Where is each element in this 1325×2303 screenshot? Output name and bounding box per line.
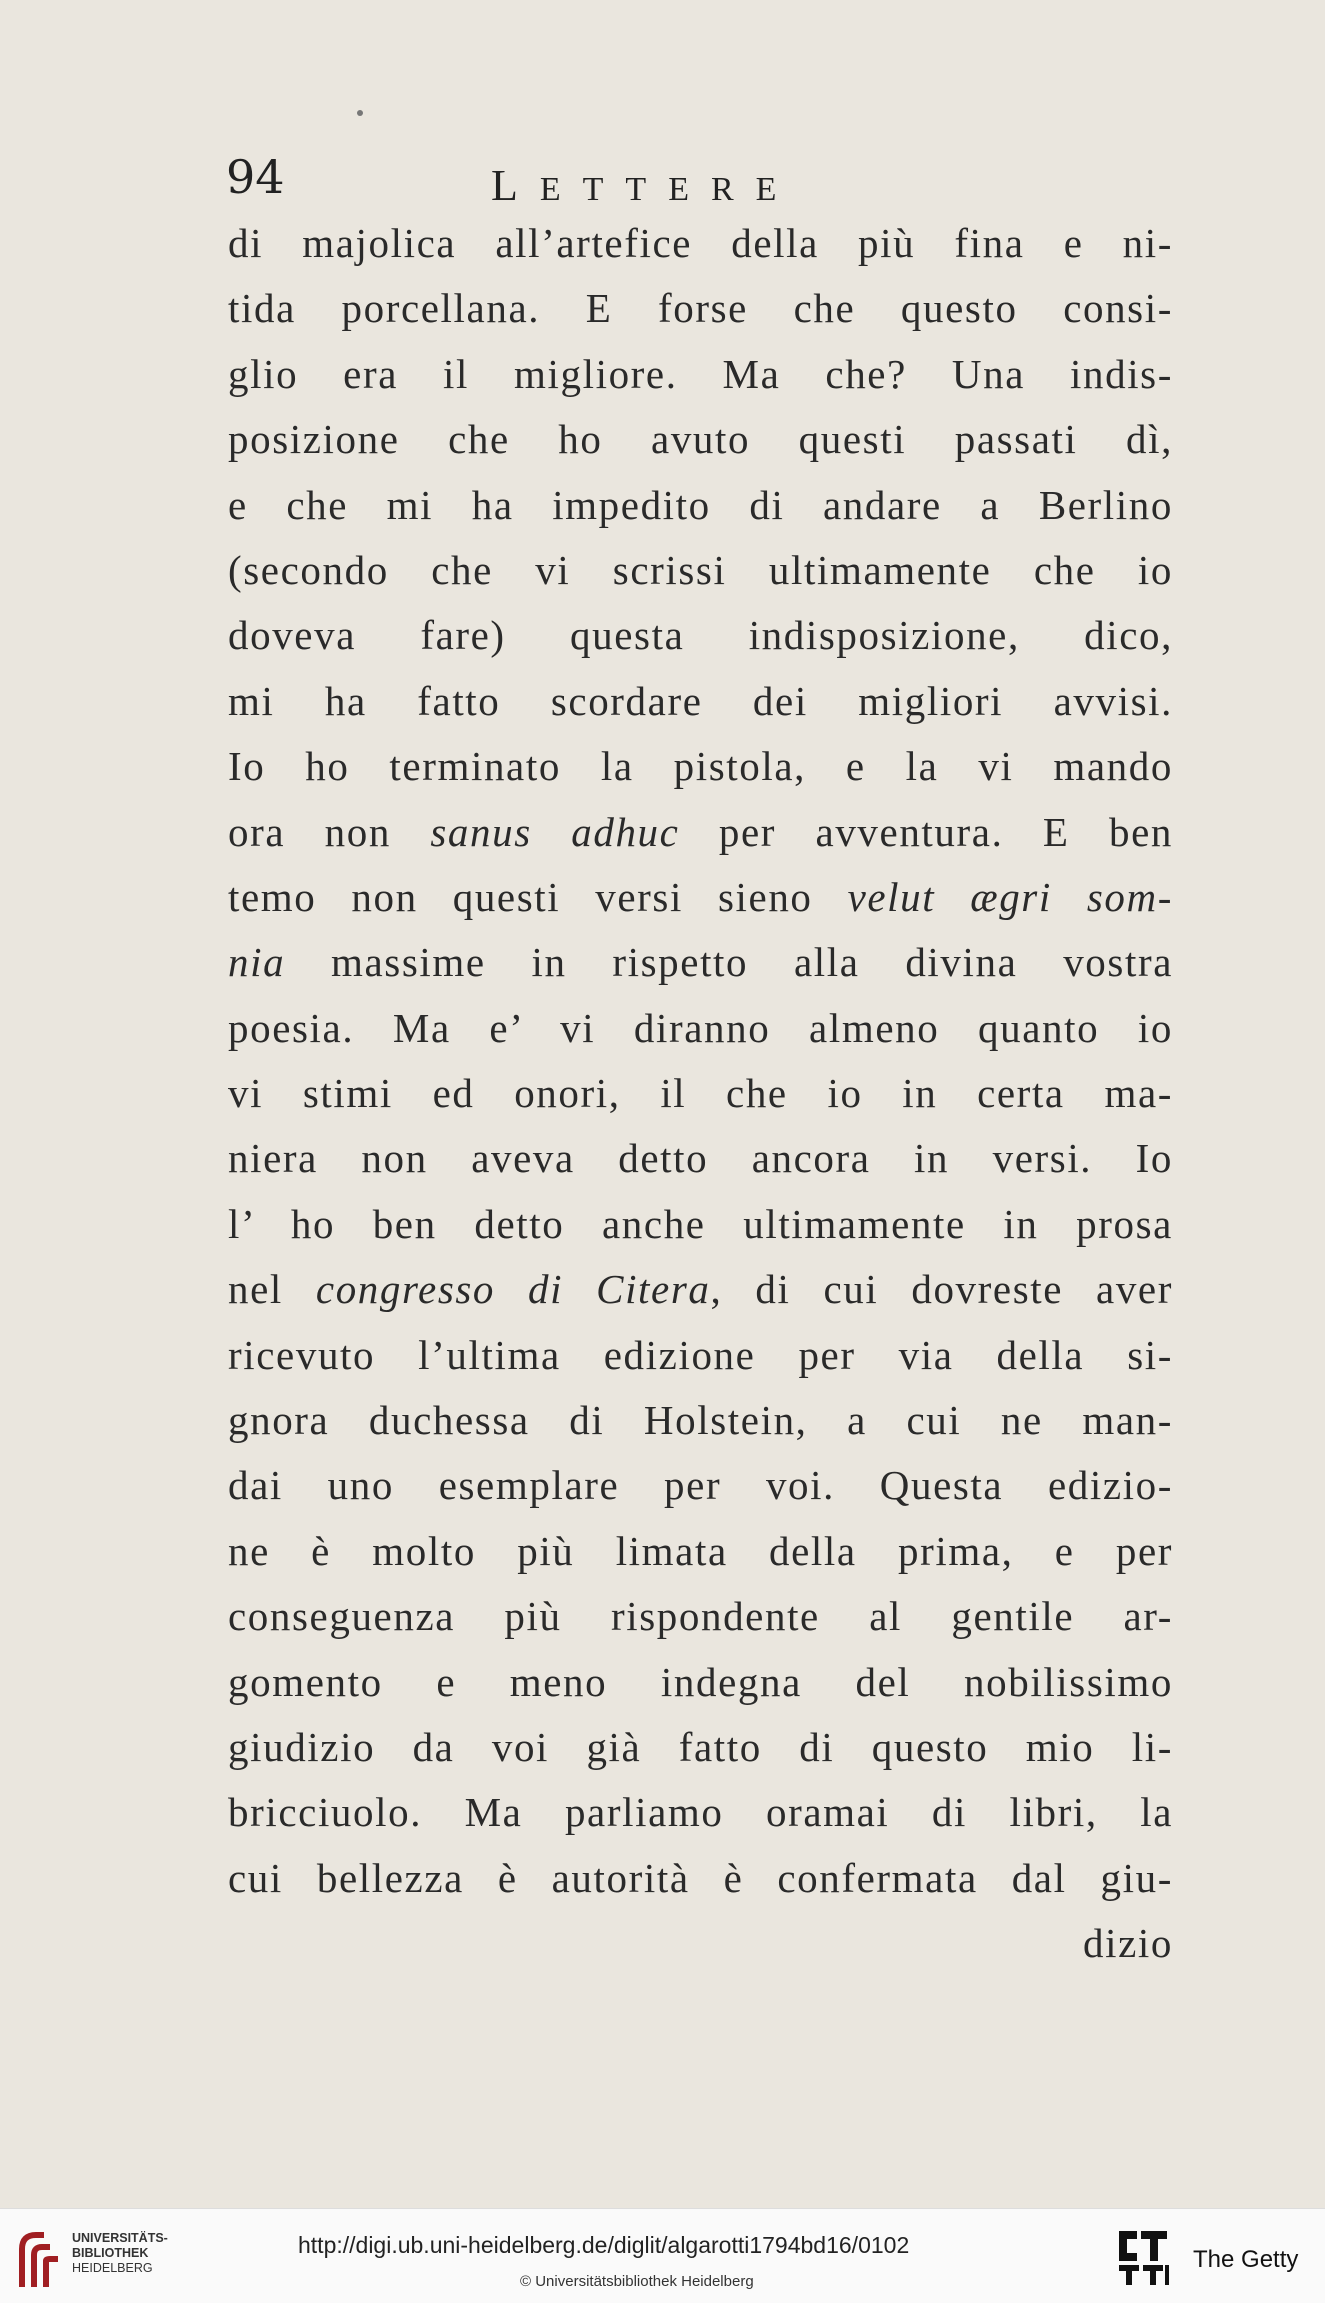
text-line: giudizio da voi già fatto di questo mio li-	[228, 1723, 1173, 1770]
catchword: dizio	[1083, 1920, 1173, 1967]
library-name	[72, 2231, 168, 2276]
page-number: 94	[226, 150, 285, 204]
text-run: massime in rispetto alla divina vostra	[285, 939, 1173, 986]
text-line: e che mi ha impedito di andare a Berlino	[228, 481, 1173, 528]
italic-phrase: velut ægri som-	[847, 873, 1173, 920]
text-line: cui bellezza è autorità è confermata dal giu-	[228, 1854, 1173, 1901]
running-title	[491, 160, 798, 211]
text-line: l’ ho ben detto anche ultimamente in prosa	[228, 1200, 1173, 1247]
text-line: posizione che ho avuto questi passati dì,	[228, 416, 1173, 463]
getty-logo-icon	[1115, 2227, 1171, 2289]
footer-bar	[0, 2208, 1325, 2303]
text-line: vi stimi ed onori, il che io in certa ma-	[228, 1070, 1173, 1117]
text-run: , di cui dovreste aver	[710, 1266, 1173, 1313]
text-line	[228, 800, 1173, 865]
text-line: gnora duchessa di Holstein, a cui ne man-	[228, 1397, 1173, 1444]
running-title-initial: L	[491, 161, 540, 210]
text-line: dai uno esemplare per voi. Questa edizio-	[228, 1462, 1173, 1509]
text-run: per avventura. E ben	[679, 808, 1173, 855]
library-name-line1: UNIVERSITÄTS-	[72, 2231, 168, 2245]
text-line: gomento e meno indegna del nobilissimo	[228, 1658, 1173, 1705]
italic-phrase: nia	[228, 939, 286, 986]
text-line	[228, 1257, 1173, 1322]
library-name-line3: HEIDELBERG	[72, 2261, 153, 2275]
text-line: Io ho terminato la pistola, e la vi mando	[228, 743, 1173, 790]
text-run: nel	[228, 1266, 316, 1313]
text-line: ricevuto l’ultima edizione per via della si-	[228, 1331, 1173, 1378]
italic-phrase: sanus adhuc	[430, 808, 680, 855]
running-title-rest: ETTERE	[539, 171, 799, 208]
text-run: temo non questi versi sieno	[228, 873, 848, 920]
italic-phrase: congresso di Citera	[315, 1266, 711, 1313]
text-line	[228, 865, 1173, 930]
text-line: conseguenza più rispondente al gentile ar-	[228, 1593, 1173, 1640]
getty-label: The Getty	[1193, 2246, 1299, 2273]
page-header	[226, 150, 926, 210]
text-line: ne è molto più limata della prima, e per	[228, 1527, 1173, 1574]
text-line: poesia. Ma e’ vi diranno almeno quanto io	[228, 1004, 1173, 1051]
text-line: glio era il migliore. Ma che? Una indis-	[228, 350, 1173, 397]
copyright-notice: © Universitätsbibliothek Heidelberg	[520, 2273, 754, 2290]
library-name-line2: BIBLIOTHEK	[72, 2246, 149, 2260]
text-line: (secondo che vi scrissi ultimamente che io	[228, 546, 1173, 593]
university-library-logo-icon	[14, 2227, 66, 2291]
text-run: ora non	[228, 808, 431, 855]
text-line: tida porcellana. E forse che questo consi-	[228, 285, 1173, 332]
permalink-url[interactable]: http://digi.ub.uni-heidelberg.de/diglit/algarotti1794bd16/0102	[298, 2232, 910, 2258]
text-line	[228, 930, 1173, 995]
text-line: di majolica all’artefice della più fina e ni-	[228, 220, 1173, 266]
body-text	[228, 211, 1173, 1977]
text-line: mi ha fatto scordare dei migliori avvisi.	[228, 677, 1173, 724]
text-line: bricciuolo. Ma parliamo oramai di libri, la	[228, 1789, 1173, 1836]
text-line: niera non aveva detto ancora in versi. Io	[228, 1135, 1173, 1182]
text-line: doveva fare) questa indisposizione, dico,	[228, 612, 1173, 659]
ink-spot	[357, 110, 363, 116]
